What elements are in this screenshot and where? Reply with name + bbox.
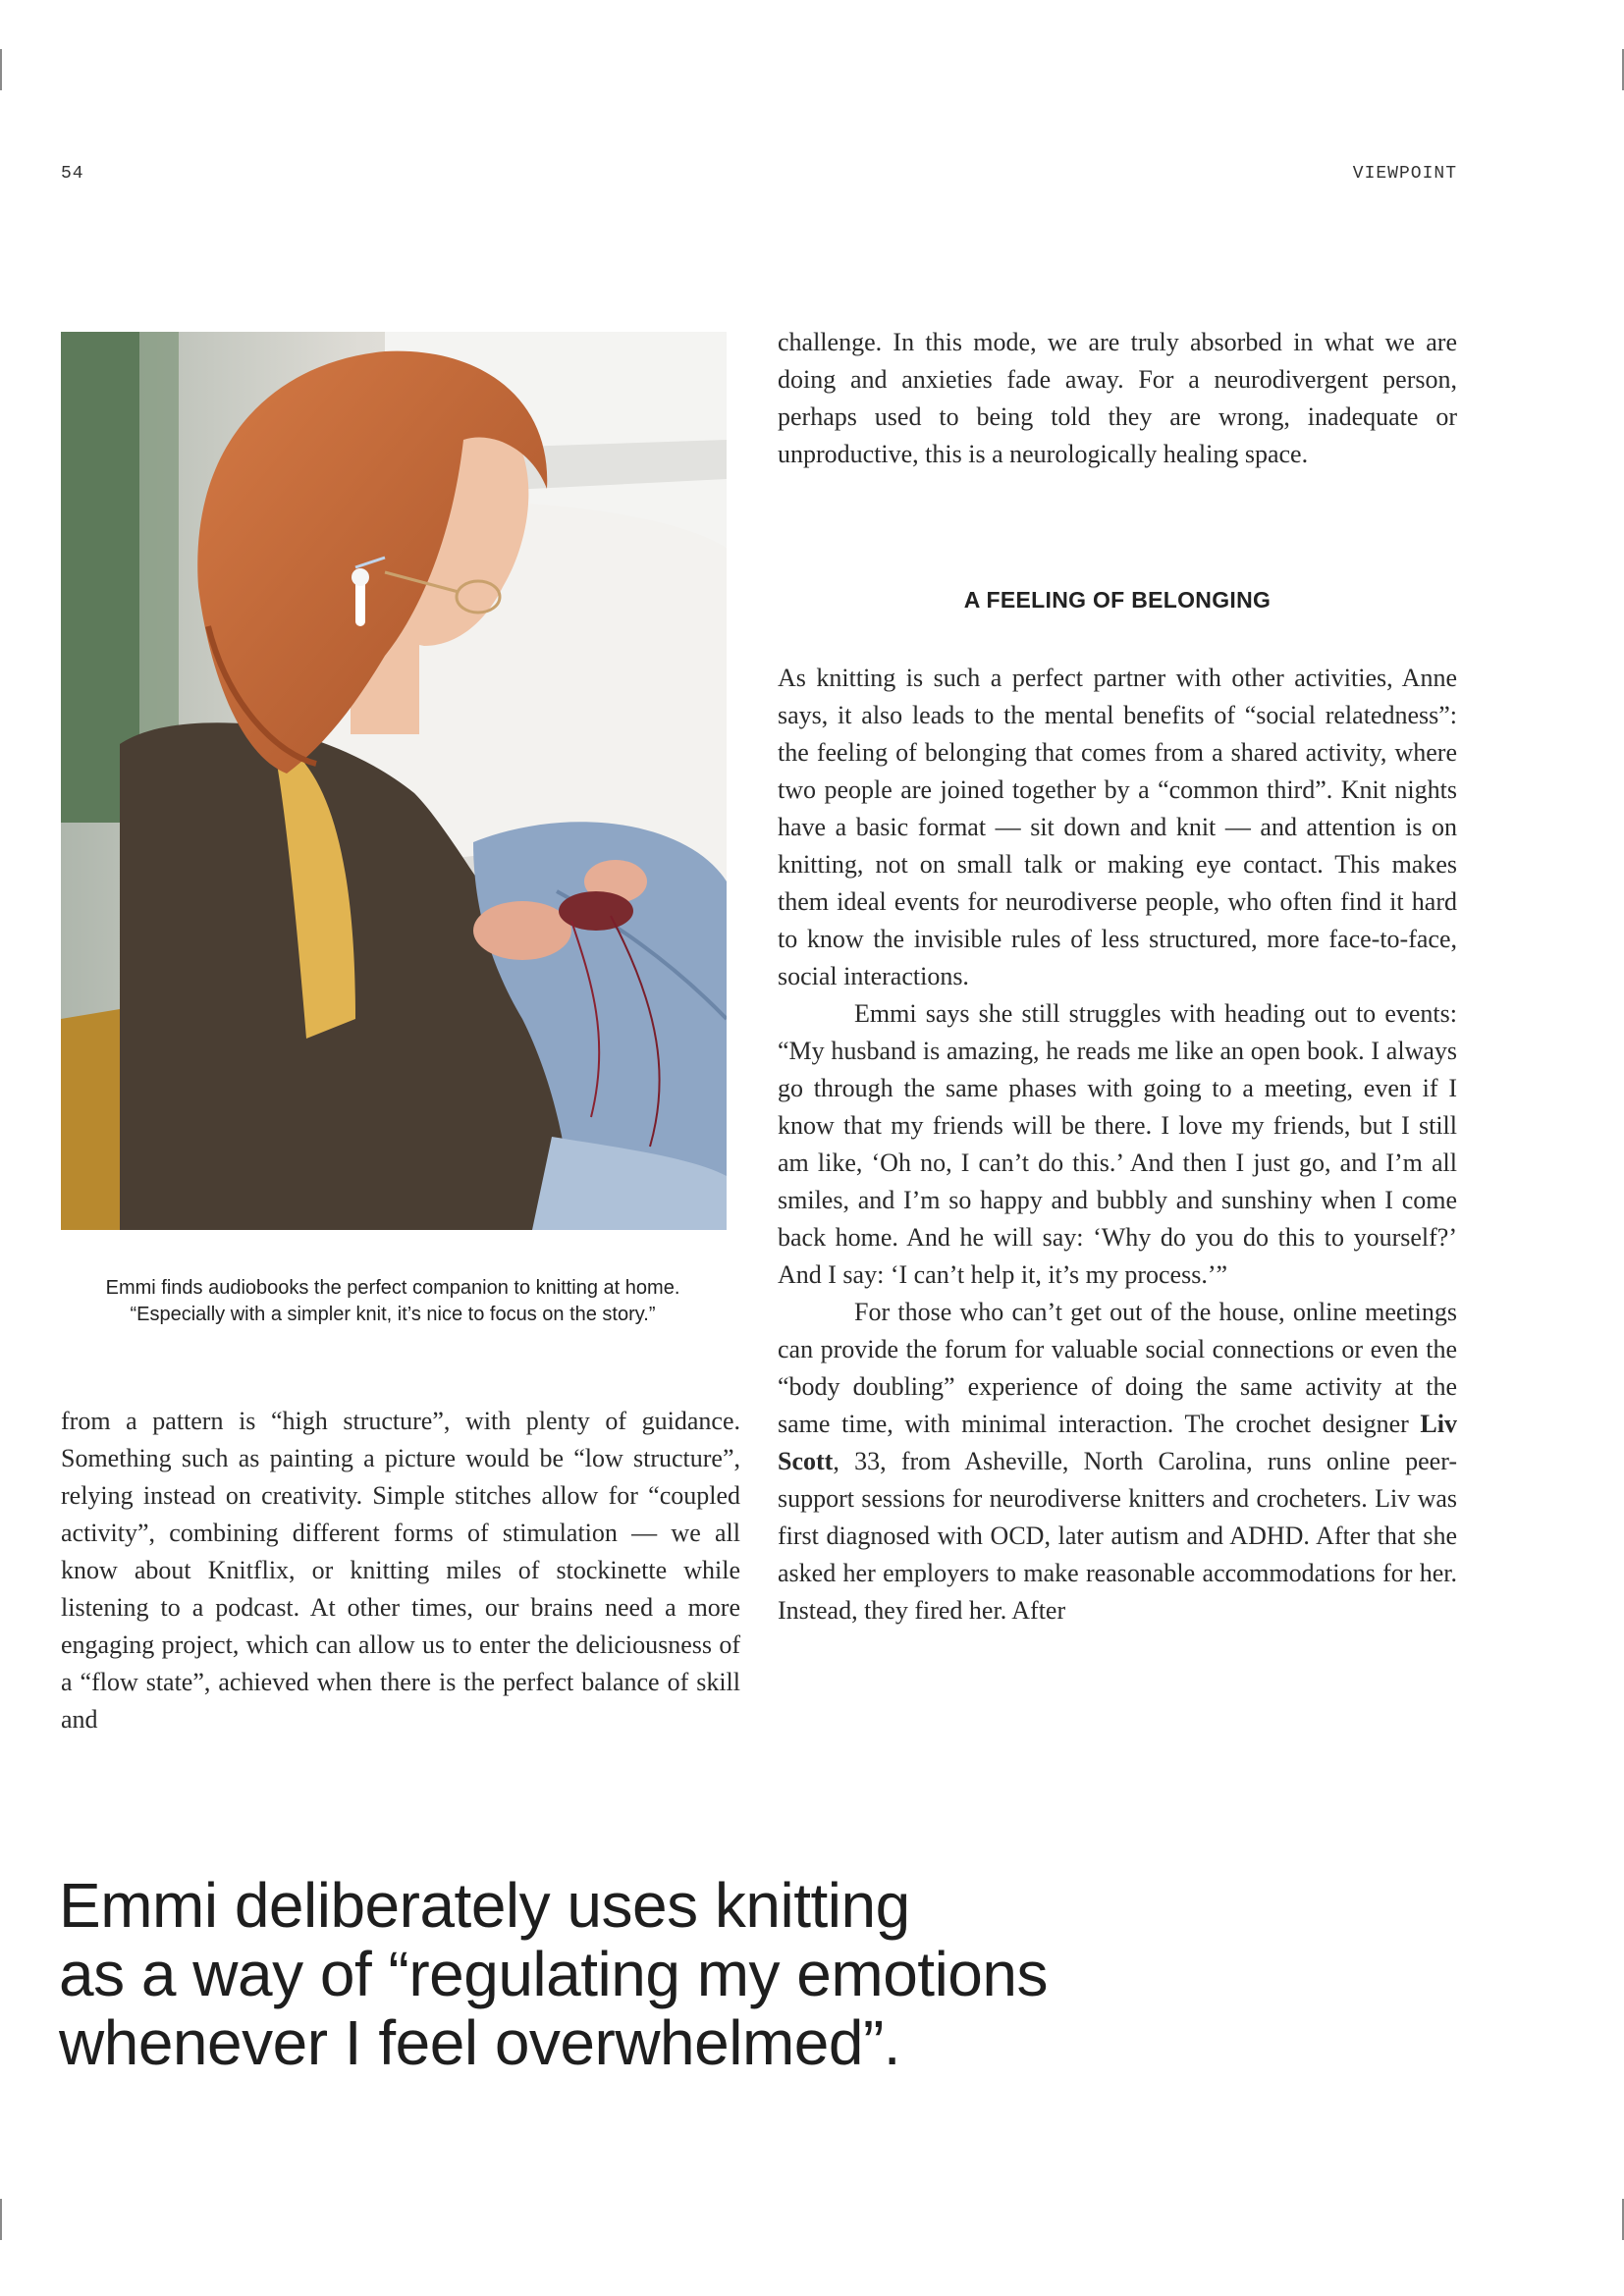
right-paragraph-3 <box>778 1294 1457 1629</box>
section-heading: A FEELING OF BELONGING <box>963 587 1272 613</box>
photo-caption <box>49 1275 736 1328</box>
photo-knitting <box>61 332 727 1230</box>
left-column <box>61 1403 740 1738</box>
right-column-top <box>778 324 1457 473</box>
crop-mark-bottom-left <box>0 2199 2 2240</box>
section-label: VIEWPOINT <box>1352 164 1457 184</box>
p3-before-name: For those who can’t get out of the house, online meetings can provide the forum for valuable social connections or even the “body doubling” experience of doing the same activity at the same time, with minimal interaction. The crochet designer <box>778 1298 1457 1438</box>
caption-line-2: “Especially with a simpler knit, it’s nice to focus on the story.” <box>130 1304 656 1325</box>
right-paragraph-2: Emmi says she still struggles with heading out to events: “My husband is amazing, he reads me like an open book. I always go through the same phases with going to a meeting, even if I know that my friends will be there. I love my friends, but I still am like, ‘Oh no, I can’t do this.’ And then I just go, and I’m all smiles, and I’m so happy and bubbly and sunshiny when I come back home. And he will say: ‘Why do you do this to yourself?’ And I say: ‘I can’t help it, it’s my process.’” <box>778 999 1457 1289</box>
pull-quote-line-3: whenever I feel overwhelmed”. <box>59 2007 901 2078</box>
right-column-body <box>778 660 1457 1629</box>
caption-line-1: Emmi finds audiobooks the perfect companion to knitting at home. <box>105 1277 680 1299</box>
left-paragraph-1: from a pattern is “high structure”, with plenty of guidance. Something such as painting a picture would be “low structure”, relying instead on creativity. Simple stitches allow for “coupled activity”, combining different forms of stimulation — we all know about Knitflix, or knitting miles of stockinette while listening to a podcast. At other times, our brains need a more engaging project, which can allow us to enter the deliciousness of a “flow state”, achieved when there is the perfect balance of skill and <box>61 1407 740 1734</box>
p3-after-name: , 33, from Asheville, North Carolina, runs online peer-support sessions for neurodiverse knitters and crocheters. Liv was first diagnosed with OCD, later autism and ADHD. After that she asked her employers to make reasonable accommodations for her. Instead, they fired her. After <box>778 1447 1457 1625</box>
right-paragraph-1: As knitting is such a perfect partner with other activities, Anne says, it also leads to the mental benefits of “social relatedness”: the feeling of belonging that comes from a shared activity, where two people are joined together by a “common third”. Knit nights have a basic format — sit down and knit — and attention is on knitting, not on small talk or making eye contact. This makes them ideal events for neurodiverse people, who often find it hard to know the invisible rules of less structured, more face-to-face, social interactions. <box>778 664 1457 990</box>
page-number: 54 <box>61 164 84 184</box>
pull-quote <box>59 1871 1218 2077</box>
pull-quote-line-1: Emmi deliberately uses knitting <box>59 1870 910 1941</box>
person-name-liv-scott: Liv Scott <box>778 1410 1457 1475</box>
crop-mark-top-left <box>0 49 2 90</box>
right-paragraph-top: challenge. In this mode, we are truly absorbed in what we are doing and anxieties fade away. For a neurodivergent person, perhaps used to being told they are wrong, inadequate or unproductive, this is a neurologically healing space. <box>778 328 1457 468</box>
pull-quote-line-2: as a way of “regulating my emotions <box>59 1939 1048 2009</box>
